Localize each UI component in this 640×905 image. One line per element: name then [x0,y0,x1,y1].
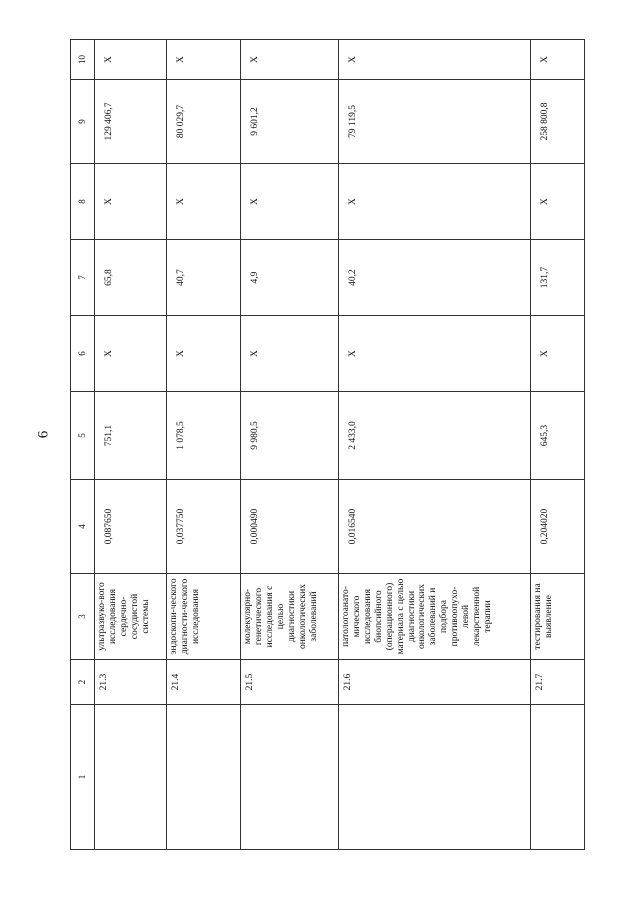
column-header: 10 [71,40,95,80]
table-row [531,40,585,850]
column-header: 5 [71,392,95,480]
table-cell: 1 078,5 [167,392,241,480]
row-code: 21.7 [531,660,585,705]
column-header: 2 [71,660,95,705]
table-cell: 40,2 [339,240,531,316]
header-row [71,40,95,850]
table-cell: X [531,164,585,240]
table-cell: 2 433,0 [339,392,531,480]
table-cell: 0,204020 [531,480,585,574]
table-cell: X [167,40,241,80]
table-cell-empty [531,705,585,850]
row-code: 21.4 [167,660,241,705]
table-row [167,40,241,850]
table-row [339,40,531,850]
table-cell: X [241,40,339,80]
table-cell-empty [241,705,339,850]
table-row [241,40,339,850]
table-cell: 4,9 [241,240,339,316]
row-code: 21.5 [241,660,339,705]
table-cell: 129 406,7 [95,80,167,164]
table-cell: X [531,40,585,80]
table-cell: X [167,316,241,392]
column-header: 6 [71,316,95,392]
column-header: 1 [71,705,95,850]
row-description: молекулярно-генетического исследования с целью диагностики онкологических заболеваний [241,574,339,660]
table-cell: 645,3 [531,392,585,480]
data-table [70,39,585,850]
page-number: 6 [35,430,52,439]
table-cell: X [339,40,531,80]
row-code: 21.6 [339,660,531,705]
table-cell: X [167,164,241,240]
table-cell: X [339,316,531,392]
table-cell: 65,8 [95,240,167,316]
column-header: 3 [71,574,95,660]
table-cell: 9 980,5 [241,392,339,480]
table-cell: 79 119,5 [339,80,531,164]
table-cell-empty [339,705,531,850]
table-cell: 258 800,8 [531,80,585,164]
table-cell: 131,7 [531,240,585,316]
table-cell: 80 029,7 [167,80,241,164]
table-cell-empty [95,705,167,850]
table-cell: X [241,316,339,392]
table-cell: X [95,40,167,80]
table-cell: 0,000490 [241,480,339,574]
column-header: 4 [71,480,95,574]
row-description: ультразвуко-вого исследования сердечно-сосудистой системы [95,574,167,660]
table-cell: 0,087650 [95,480,167,574]
table-cell-empty [167,705,241,850]
row-code: 21.3 [95,660,167,705]
row-description: патологоанато-мического исследования биопсийного (операционного) материала с целью диагностики онкологических заболеваний и подбора противоопухо-левой лекарственной терапии [339,574,531,660]
table-cell: X [95,164,167,240]
table-cell: 751,1 [95,392,167,480]
table-cell: X [241,164,339,240]
table-cell: 40,7 [167,240,241,316]
table-cell: X [95,316,167,392]
column-header: 8 [71,164,95,240]
row-description: эндоскопи-ческого диагности-ческого исследования [167,574,241,660]
table-cell: 9 601,2 [241,80,339,164]
table-cell: 0,037750 [167,480,241,574]
rotated-table-container [70,40,585,850]
table-cell: X [339,164,531,240]
table-cell: 0,016540 [339,480,531,574]
row-description: тестирования на выявление [531,574,585,660]
table-row [95,40,167,850]
column-header: 7 [71,240,95,316]
column-header: 9 [71,80,95,164]
table-cell: X [531,316,585,392]
